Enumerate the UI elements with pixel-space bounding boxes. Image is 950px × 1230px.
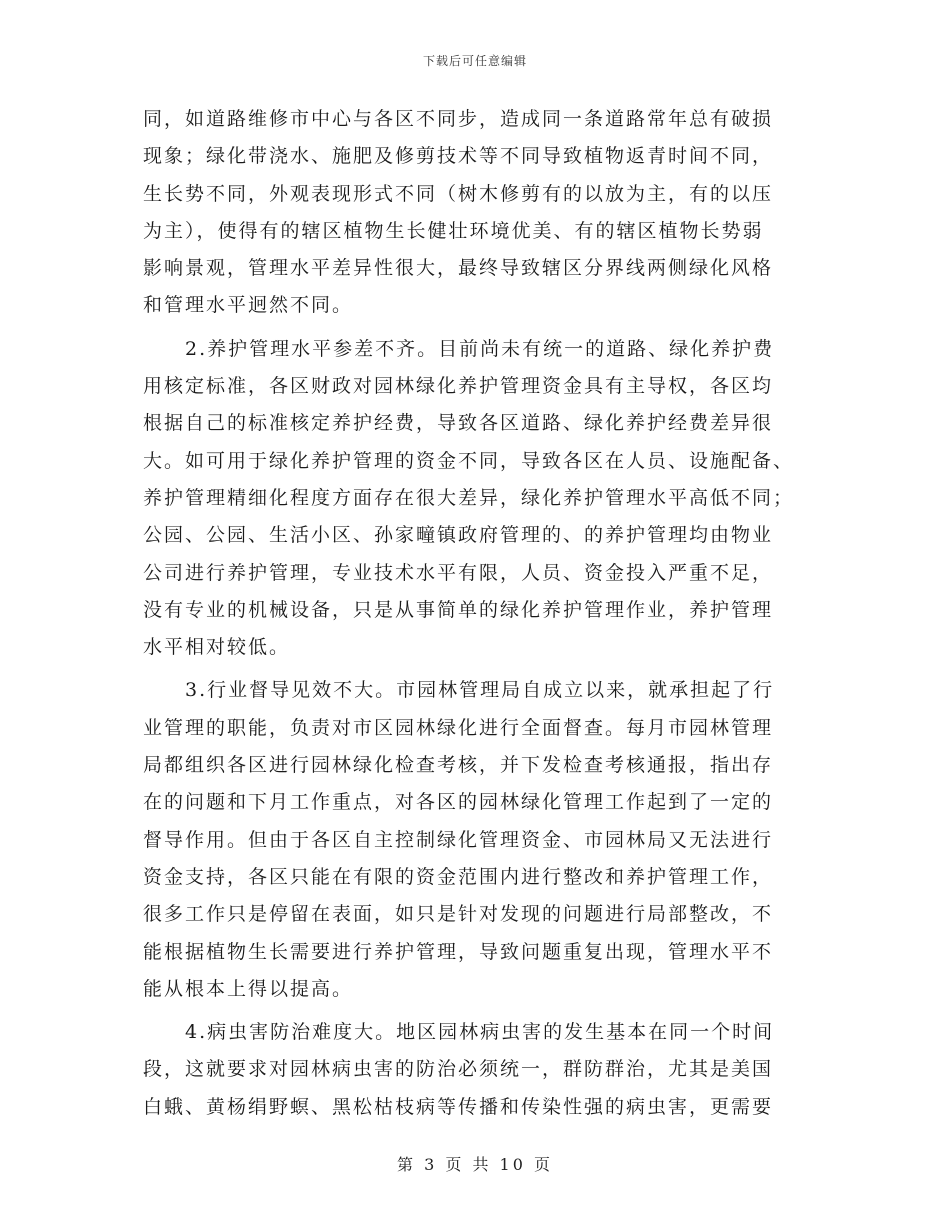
paragraph-2 <box>143 331 808 667</box>
text-line: 生长势不同，外观表现形式不同（树木修剪有的以放为主，有的以压 <box>143 182 774 205</box>
text-line: 现象；绿化带浇水、施肥及修剪技术等不同导致植物返青时间不同， <box>143 145 774 168</box>
text-line: 同，如道路维修市中心与各区不同步，造成同一条道路常年总有破损 <box>143 108 774 130</box>
text-line: 水平相对较低。 <box>143 636 291 659</box>
text-line: 2.养护管理水平参差不齐。目前尚未有统一的道路、绿化养护费 <box>185 337 775 360</box>
paragraph-4 <box>143 1014 808 1126</box>
paragraph-1 <box>143 101 808 325</box>
text-line: 为主），使得有的辖区植物生长健壮环境优美、有的辖区植物长势弱 <box>143 219 764 242</box>
text-line: 养护管理精细化程度方面存在很大差异，绿化养护管理水平高低不同； <box>143 486 795 509</box>
text-line: 用核定标准，各区财政对园林绿化养护管理资金具有主导权，各区均 <box>143 375 774 398</box>
page-header: 下载后可任意编辑 <box>422 54 527 68</box>
text-line: 白蛾、黄杨绢野螟、黑松枯枝病等传播和传染性强的病虫害，更需要 <box>143 1095 774 1118</box>
document-body <box>143 101 808 1126</box>
text-line: 和管理水平迥然不同。 <box>143 294 354 317</box>
paragraph-3 <box>143 672 808 1008</box>
text-line: 没有专业的机械设备，只是从事简单的绿化养护管理作业，养护管理 <box>143 598 774 621</box>
text-line: 公司进行养护管理，专业技术水平有限，人员、资金投入严重不足， <box>143 561 774 584</box>
text-line: 在的问题和下月工作重点，对各区的园林绿化管理工作起到了一定的 <box>143 791 774 814</box>
text-line: 业管理的职能，负责对市区园林绿化进行全面督查。每月市园林管理 <box>143 716 774 739</box>
text-line: 3.行业督导见效不大。市园林管理局自成立以来，就承担起了行 <box>185 679 775 702</box>
text-line: 资金支持，各区只能在有限的资金范围内进行整改和养护管理工作， <box>143 865 774 888</box>
text-line: 督导作用。但由于各区自主控制绿化管理资金、市园林局又无法进行 <box>143 828 774 851</box>
text-line: 局都组织各区进行园林绿化检查考核，并下发检查考核通报，指出存 <box>143 754 774 777</box>
text-line: 大。如可用于绿化养护管理的资金不同，导致各区在人员、设施配备、 <box>143 449 795 472</box>
page-footer: 第 3 页 共 10 页 <box>397 1155 553 1174</box>
text-line: 4.病虫害防治难度大。地区园林病虫害的发生基本在同一个时间 <box>185 1021 775 1044</box>
text-line: 段，这就要求对园林病虫害的防治必须统一，群防群治，尤其是美国 <box>143 1058 774 1081</box>
text-line: 能从根本上得以提高。 <box>143 977 354 1000</box>
text-line: 根据自己的标准核定养护经费，导致各区道路、绿化养护经费差异很 <box>143 412 774 435</box>
text-line: 很多工作只是停留在表面，如只是针对发现的问题进行局部整改，不 <box>143 903 774 926</box>
text-line: 公园、公园、生活小区、孙家疃镇政府管理的、的养护管理均由物业 <box>143 524 774 547</box>
text-line: 能根据植物生长需要进行养护管理，导致问题重复出现，管理水平不 <box>143 940 774 963</box>
text-line: 影响景观，管理水平差异性很大，最终导致辖区分界线两侧绿化风格 <box>143 257 774 280</box>
